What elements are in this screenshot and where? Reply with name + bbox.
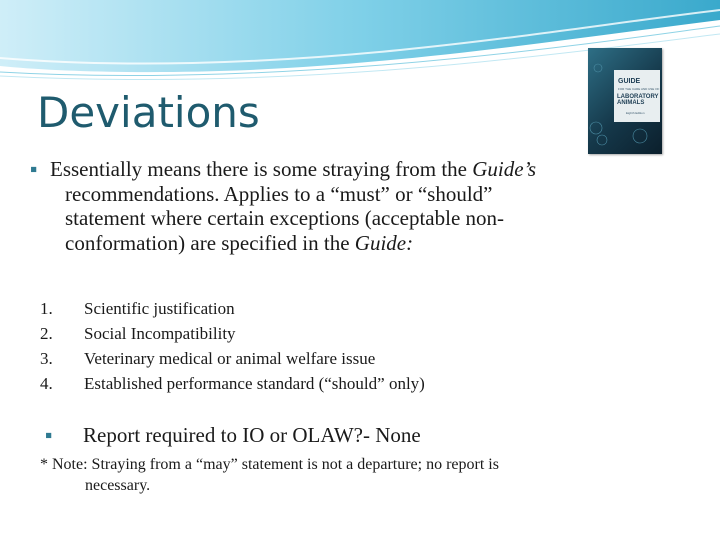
guide-book-cover-image xyxy=(588,48,662,154)
list-item xyxy=(40,296,425,321)
list-item-number: 4. xyxy=(40,374,53,393)
list-item-number: 1. xyxy=(40,299,53,318)
list-item xyxy=(40,321,425,346)
intro-paragraph xyxy=(30,157,670,255)
footnote-line-1: * Note: Straying from a “may” statement is not a departure; no report is xyxy=(40,456,499,473)
exception-list xyxy=(40,296,425,396)
list-item-text: Veterinary medical or animal welfare issue xyxy=(84,349,376,368)
book-cover-subtitle: FOR THE CARE AND USE OF xyxy=(618,87,660,91)
intro-line-1: Essentially means there is some straying from the xyxy=(50,157,473,181)
slide-title: Deviations xyxy=(37,88,260,137)
square-bullet-icon: ▪ xyxy=(30,157,38,181)
intro-guide-emphasis: Guide’s xyxy=(472,157,537,181)
book-cover-word-guide: GUIDE xyxy=(618,78,641,85)
square-bullet-icon: ▪ xyxy=(45,423,53,447)
intro-line-2: recommendations. Applies to a “must” or “should” xyxy=(65,181,493,206)
list-item-number: 3. xyxy=(40,349,53,368)
list-item-number: 2. xyxy=(40,324,53,343)
footnote xyxy=(40,454,680,496)
list-item xyxy=(40,346,425,371)
list-item-text: Social Incompatibility xyxy=(84,324,236,343)
intro-guide-emphasis-2: Guide: xyxy=(354,230,414,255)
list-item-text: Established performance standard (“should” only) xyxy=(84,374,425,393)
list-item-text: Scientific justification xyxy=(84,299,235,318)
intro-line-3: statement where certain exceptions (acceptable non- xyxy=(65,206,505,230)
intro-line-4: conformation) are specified in the xyxy=(65,230,355,255)
report-bullet xyxy=(45,423,421,448)
footnote-line-2: necessary. xyxy=(85,477,151,494)
book-cover-main-title: LABORATORY ANIMALS xyxy=(617,94,659,106)
list-item xyxy=(40,371,425,396)
report-text: Report required to IO or OLAW?- None xyxy=(83,423,421,447)
book-cover-edition: Eighth Edition xyxy=(626,111,645,115)
